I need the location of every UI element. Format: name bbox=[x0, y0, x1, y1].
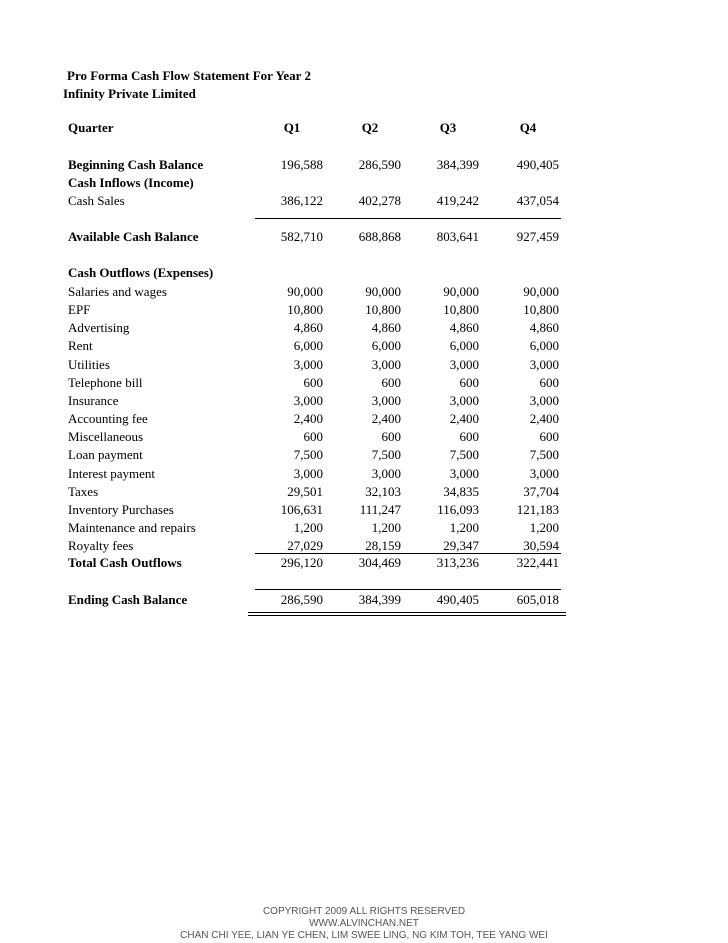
value: 7,500 bbox=[449, 447, 479, 463]
value: 419,242 bbox=[436, 193, 479, 208]
value: 29,347 bbox=[443, 538, 479, 554]
value: 10,800 bbox=[523, 302, 559, 318]
value: 4,860 bbox=[293, 320, 323, 336]
value: 3,000 bbox=[529, 356, 559, 372]
value: 10,800 bbox=[365, 302, 401, 318]
expense-row bbox=[0, 428, 728, 446]
value: 29,501 bbox=[287, 483, 323, 499]
value: 3,000 bbox=[371, 356, 401, 372]
value: 37,704 bbox=[523, 483, 559, 499]
value: 490,405 bbox=[516, 157, 559, 172]
value: 286,590 bbox=[358, 157, 401, 172]
expense-label: EPF bbox=[68, 302, 91, 318]
expense-row bbox=[0, 374, 728, 392]
value: 3,000 bbox=[449, 465, 479, 481]
value: 384,399 bbox=[436, 157, 479, 172]
value: 6,000 bbox=[371, 338, 401, 354]
value: 2,400 bbox=[293, 411, 323, 426]
ending-balance-label: Ending Cash Balance bbox=[68, 592, 188, 607]
value: 34,835 bbox=[443, 483, 479, 499]
value: 313,236 bbox=[436, 555, 479, 570]
value: 6,000 bbox=[529, 338, 559, 354]
value: 927,459 bbox=[516, 229, 559, 244]
value: 437,054 bbox=[516, 193, 559, 208]
available-balance-row bbox=[0, 228, 728, 246]
cash-sales-row bbox=[0, 192, 728, 210]
expense-label: Maintenance and repairs bbox=[68, 520, 196, 535]
double-underline-bottom bbox=[248, 615, 566, 616]
value: 600 bbox=[303, 374, 323, 390]
value: 600 bbox=[303, 429, 323, 445]
header-q4: Q4 bbox=[519, 120, 537, 135]
value: 3,000 bbox=[449, 356, 479, 372]
copyright-line: COPYRIGHT 2009 ALL RIGHTS RESERVED bbox=[262, 906, 466, 917]
expense-row bbox=[0, 483, 728, 501]
value: 90,000 bbox=[523, 284, 559, 299]
value: 3,000 bbox=[529, 465, 559, 481]
expense-label: Interest payment bbox=[68, 465, 155, 481]
cash-outflows-heading-row bbox=[0, 264, 728, 282]
value: 600 bbox=[539, 429, 559, 445]
value: 32,103 bbox=[365, 483, 401, 499]
expense-label: Loan payment bbox=[68, 447, 143, 463]
beginning-balance-row bbox=[0, 156, 728, 174]
quarter-label: Quarter bbox=[68, 120, 114, 135]
value: 7,500 bbox=[293, 447, 323, 463]
value: 116,093 bbox=[437, 501, 479, 517]
value: 10,800 bbox=[443, 302, 479, 318]
value: 4,860 bbox=[449, 320, 479, 336]
value: 322,441 bbox=[516, 555, 559, 570]
value: 490,405 bbox=[436, 592, 479, 607]
value: 304,469 bbox=[358, 555, 401, 570]
value: 402,278 bbox=[358, 193, 401, 208]
sales-underline bbox=[255, 218, 561, 219]
company-name: Infinity Private Limited bbox=[63, 86, 196, 101]
value: 1,200 bbox=[529, 520, 559, 535]
value: 30,594 bbox=[523, 538, 559, 554]
value: 90,000 bbox=[287, 284, 323, 299]
cash-sales-label: Cash Sales bbox=[68, 193, 125, 208]
expense-label: Salaries and wages bbox=[68, 284, 167, 299]
total-outflows-label: Total Cash Outflows bbox=[68, 555, 182, 570]
value: 384,399 bbox=[358, 592, 401, 607]
value: 7,500 bbox=[371, 447, 401, 463]
value: 3,000 bbox=[371, 465, 401, 481]
authors-line: CHAN CHI YEE, LIAN YE CHEN, LIM SWEE LING, NG KIM TOH, TEE YANG WEI bbox=[180, 930, 548, 941]
expense-row bbox=[0, 356, 728, 374]
value: 803,641 bbox=[436, 229, 479, 244]
value: 600 bbox=[381, 429, 401, 445]
value: 7,500 bbox=[529, 447, 559, 463]
value: 4,860 bbox=[529, 320, 559, 336]
value: 196,588 bbox=[280, 157, 323, 172]
total-outflows-row bbox=[0, 554, 728, 572]
expense-label: Taxes bbox=[68, 483, 99, 499]
ending-balance-row bbox=[0, 591, 728, 609]
value: 605,018 bbox=[516, 592, 559, 607]
expense-row bbox=[0, 337, 728, 355]
ending-overline bbox=[255, 589, 561, 590]
value: 2,400 bbox=[529, 411, 559, 426]
expense-label: Inventory Purchases bbox=[68, 501, 174, 517]
value: 27,029 bbox=[287, 538, 323, 554]
value: 688,868 bbox=[358, 229, 401, 244]
value: 600 bbox=[381, 374, 401, 390]
value: 3,000 bbox=[293, 392, 323, 408]
cash-inflows-heading-row bbox=[0, 174, 728, 192]
value: 2,400 bbox=[449, 411, 479, 426]
expense-row bbox=[0, 465, 728, 483]
value: 28,159 bbox=[365, 538, 401, 554]
value: 106,631 bbox=[280, 501, 323, 517]
expense-label: Advertising bbox=[68, 320, 130, 336]
value: 286,590 bbox=[280, 592, 323, 607]
expense-row bbox=[0, 392, 728, 410]
statement-title: Pro Forma Cash Flow Statement For Year 2 bbox=[67, 68, 311, 83]
available-balance-label: Available Cash Balance bbox=[68, 229, 199, 244]
cash-inflows-heading: Cash Inflows (Income) bbox=[68, 175, 194, 190]
value: 2,400 bbox=[371, 411, 401, 426]
expense-label: Utilities bbox=[68, 356, 110, 372]
quarter-header-row bbox=[0, 119, 728, 137]
expense-row bbox=[0, 319, 728, 337]
expense-row bbox=[0, 283, 728, 301]
header-q1: Q1 bbox=[283, 120, 301, 135]
value: 1,200 bbox=[293, 520, 323, 535]
value: 1,200 bbox=[449, 520, 479, 535]
expense-label: Royalty fees bbox=[68, 538, 134, 554]
value: 6,000 bbox=[449, 338, 479, 354]
value: 582,710 bbox=[280, 229, 323, 244]
beginning-balance-label: Beginning Cash Balance bbox=[68, 157, 204, 172]
value: 3,000 bbox=[371, 392, 401, 408]
expense-label: Accounting fee bbox=[68, 411, 148, 426]
expense-row bbox=[0, 501, 728, 519]
value: 600 bbox=[539, 374, 559, 390]
value: 3,000 bbox=[529, 392, 559, 408]
value: 386,122 bbox=[280, 193, 323, 208]
expense-label: Telephone bill bbox=[68, 374, 143, 390]
value: 111,247 bbox=[359, 501, 401, 517]
value: 121,183 bbox=[516, 501, 559, 517]
website-line: WWW.ALVINCHAN.NET bbox=[309, 918, 419, 929]
cash-outflows-heading: Cash Outflows (Expenses) bbox=[68, 265, 214, 280]
value: 10,800 bbox=[287, 302, 323, 318]
value: 4,860 bbox=[371, 320, 401, 336]
value: 600 bbox=[459, 374, 479, 390]
value: 296,120 bbox=[280, 555, 323, 570]
expense-row bbox=[0, 519, 728, 537]
value: 3,000 bbox=[449, 392, 479, 408]
expense-label: Insurance bbox=[68, 392, 119, 408]
value: 3,000 bbox=[293, 356, 323, 372]
value: 1,200 bbox=[371, 520, 401, 535]
expense-row bbox=[0, 446, 728, 464]
double-underline-top bbox=[248, 612, 566, 613]
expense-row bbox=[0, 301, 728, 319]
value: 90,000 bbox=[443, 284, 479, 299]
value: 6,000 bbox=[293, 338, 323, 354]
header-q3: Q3 bbox=[439, 120, 457, 135]
header-q2: Q2 bbox=[361, 120, 379, 135]
value: 600 bbox=[459, 429, 479, 445]
expense-label: Rent bbox=[68, 338, 93, 354]
expense-label: Miscellaneous bbox=[68, 429, 144, 445]
expense-row bbox=[0, 410, 728, 428]
value: 3,000 bbox=[293, 465, 323, 481]
value: 90,000 bbox=[365, 284, 401, 299]
